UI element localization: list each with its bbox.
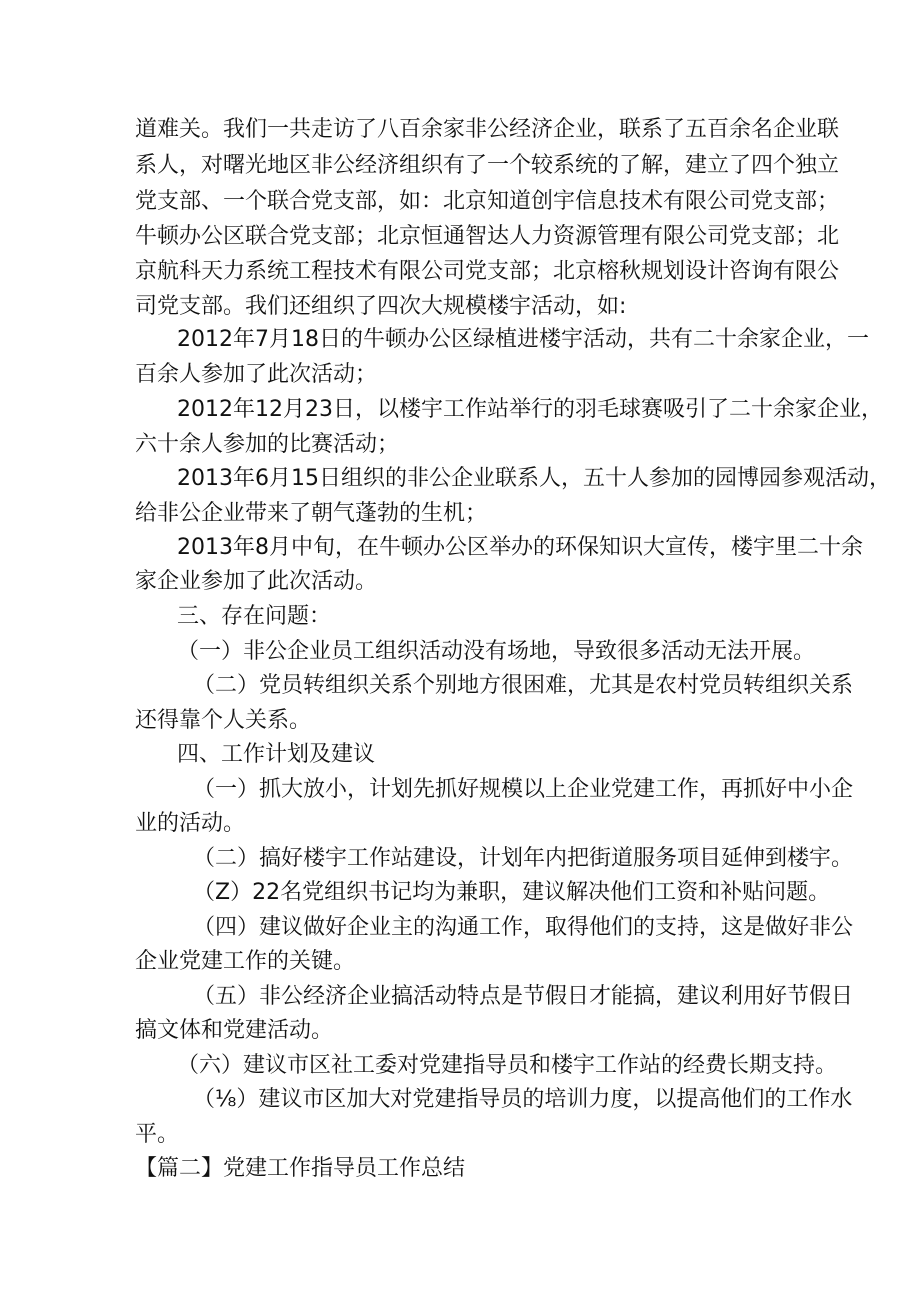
list-item: （一）抓大放小，计划先抓好规模以上企业党建工作，再抓好中小企 xyxy=(193,777,854,802)
paragraph-line: 系人，对曙光地区非公经济组织有了一个较系统的了解，建立了四个独立 xyxy=(135,153,840,178)
list-item: （二）党员转组织关系个别地方很困难，尤其是农村党员转组织关系 xyxy=(193,673,854,698)
list-item-continuation: 平。 xyxy=(135,1122,180,1147)
list-item-continuation: 企业党建工作的关键。 xyxy=(135,949,356,974)
paragraph-line: 京航科天力系统工程技术有限公司党支部；北京榕秋规划设计咨询有限公 xyxy=(135,259,840,284)
list-item: （四）建议做好企业主的沟通工作，取得他们的支持，这是做好非公 xyxy=(193,915,854,940)
paragraph-line: 百余人参加了此次活动； xyxy=(135,362,378,387)
paragraph-line: 2013年8月中旬，在牛顿办公区举办的环保知识大宣传，楼宇里二十余 xyxy=(177,535,863,560)
list-item: （六）建议市区社工委对党建指导员和楼宇工作站的经费长期支持。 xyxy=(177,1053,838,1078)
paragraph-line: 六十余人参加的比赛活动； xyxy=(135,432,400,457)
paragraph-line: 2012年12月23日，以楼宇工作站举行的羽毛球赛吸引了二十余家企业， xyxy=(177,397,883,422)
paragraph-line: 司党支部。我们还组织了四次大规模楼宇活动，如: xyxy=(135,294,627,319)
paragraph-line: 2012年7月18日的牛顿办公区绿植进楼宇活动，共有二十余家企业，一 xyxy=(177,327,869,352)
paragraph-line: 2013年6月15日组织的非公企业联系人，五十人参加的园博园参观活动， xyxy=(177,466,891,491)
list-item: （五）非公经济企业搞活动特点是节假日才能搞，建议利用好节假日 xyxy=(193,984,854,1009)
paragraph-line: 牛顿办公区联合党支部；北京恒通智达人力资源管理有限公司党支部；北 xyxy=(135,224,840,249)
section-heading-issues: 三、存在问题： xyxy=(177,604,332,629)
paragraph-line: 道难关。我们一共走访了八百余家非公经济企业，联系了五百余名企业联 xyxy=(135,117,840,142)
list-item: （一）非公企业员工组织活动没有场地，导致很多活动无法开展。 xyxy=(177,639,816,664)
paragraph-line: 给非公企业带来了朝气蓬勃的生机； xyxy=(135,501,488,526)
article-heading: 【篇二】党建工作指导员工作总结 xyxy=(135,1156,466,1181)
paragraph-line: 党支部、一个联合党支部，如：北京知道创宇信息技术有限公司党支部； xyxy=(135,189,840,214)
paragraph-line: 家企业参加了此次活动。 xyxy=(135,569,378,594)
list-item: （二）搞好楼宇工作站建设，计划年内把街道服务项目延伸到楼宇。 xyxy=(193,846,854,871)
list-item-continuation: 还得靠个人关系。 xyxy=(135,708,312,733)
list-item: （⅛）建议市区加大对党建指导员的培训力度，以提高他们的工作水 xyxy=(193,1087,853,1112)
list-item-continuation: 搞文体和党建活动。 xyxy=(135,1018,334,1043)
list-item: （Z）22名党组织书记均为兼职，建议解决他们工资和补贴问题。 xyxy=(193,880,831,905)
section-heading-plan: 四、工作计划及建议 xyxy=(177,742,376,767)
list-item-continuation: 业的活动。 xyxy=(135,811,246,836)
